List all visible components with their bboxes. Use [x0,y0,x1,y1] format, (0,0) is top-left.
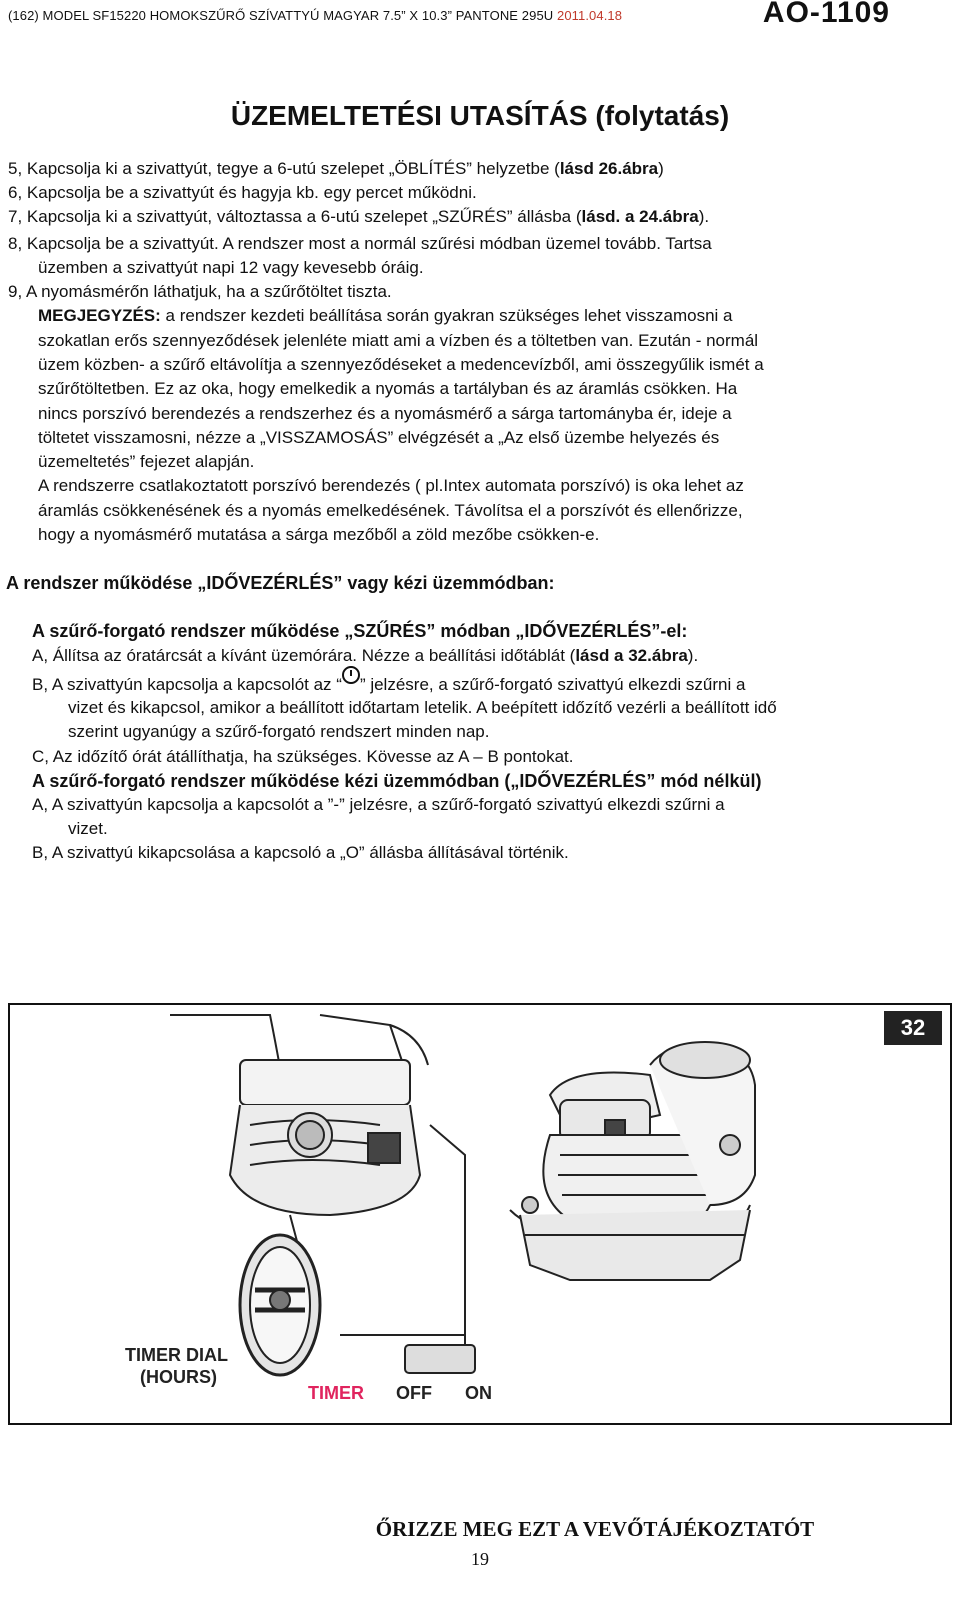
figure-number-badge: 32 [884,1011,942,1045]
step-8-line2: üzemben a szivattyút napi 12 vagy kevesebb óráig. [38,258,424,277]
note-line-2: szokatlan erős szennyeződések jelenléte miatt ami a vízben és a töltetben van. Ezután - normál [38,331,759,350]
on-setting-label: ON [465,1383,492,1403]
timer-dial-hours-label: (HOURS) [140,1367,217,1387]
note-text-1: a rendszer kezdeti beállítása során gyakran szükséges lehet visszamosni a [160,306,733,325]
note-label: MEGJEGYZÉS: [38,306,161,325]
note-line-6: töltetet visszamosni, nézze a „VISSZAMOSÁS” elvégzését a „Az első üzembe helyezés és [38,428,720,447]
figure-32 [8,1003,952,1425]
note-line-8: A rendszerre csatlakoztatott porszívó berendezés ( pl.Intex automata porszívó) is oka lehet az [38,476,744,495]
manual-step-a-line1: A, A szivattyún kapcsolja a kapcsolót a ”-” jelzésre, a szűrő-forgató szivattyú elkezdi szűrni a [32,795,725,814]
timer-step-b-line3: szerint ugyanúgy a szűrő-forgató rendszert minden nap. [68,722,490,741]
note-line-4: szűrőtöltetben. Ez az oka, hogy emelkedik a nyomás a tartályban és az áramlás csökken. Ha [38,379,738,398]
step-7-ref: lásd. a 24.ábra [581,207,699,226]
footer-notice: ŐRIZZE MEG EZT A VEVŐTÁJÉKOZTATÓT [375,1517,815,1541]
timer-step-b-text-end: ” jelzésre, a szűrő-forgató szivattyú elkezdi szűrni a [359,675,746,694]
timer-step-a [32,644,698,668]
header-date: 2011.04.18 [556,8,623,23]
header-model-text: (162) MODEL SF15220 HOMOKSZŰRŐ SZÍVATTYÚ MAGYAR 7.5” X 10.3” PANTONE 295U [8,8,554,23]
off-setting-label: OFF [396,1383,432,1403]
step-7-text: 7, Kapcsolja ki a szivattyút, változtassa a 6-utú szelepet „SZŰRÉS” állásba ( [8,207,582,226]
timer-step-b-text: B, A szivattyún kapcsolja a kapcsolót az “ [32,675,342,694]
timer-step-a-end: ). [687,646,699,665]
section-heading-manual: A szűrő-forgató rendszer működése kézi üzemmódban („IDŐVEZÉRLÉS” mód nélkül) [32,771,762,791]
section-heading-modes: A rendszer működése „IDŐVEZÉRLÉS” vagy kézi üzemmódban: [6,573,555,593]
manual-step-a-line2: vizet. [68,819,108,838]
step-5-ref: lásd 26.ábra [559,159,659,178]
step-9: 9, A nyomásmérőn láthatjuk, ha a szűrőtöltet tiszta. [8,282,392,301]
note-line-5: nincs porszívó berendezés a rendszerhez és a nyomásmérő a sárga tartományba ér, ideje a [38,404,732,423]
timer-step-a-ref: lásd a 32.ábra [575,646,688,665]
timer-setting-label: TIMER [308,1383,364,1403]
timer-step-c: C, Az időzítő órát átállíthatja, ha szükséges. Kövesse az A – B pontokat. [32,747,574,766]
note-line-7: üzemeltetés” fejezet alapján. [38,452,255,471]
note-line-10: hogy a nyomásmérő mutatása a sárga mezőből a zöld mezőbe csökken-e. [38,525,600,544]
step-5 [8,157,664,181]
document-code: AO-1109 [762,0,890,29]
note-line-3: üzem közben- a szűrő eltávolítja a szennyeződéseket a medencevízből, ami összegyűlik ismét a [38,355,764,374]
step-6: 6, Kapcsolja be a szivattyút és hagyja kb. egy percet működni. [8,183,477,202]
step-7 [8,205,709,229]
page-number: 19 [471,1549,489,1569]
step-8-line1: 8, Kapcsolja be a szivattyút. A rendszer most a normál szűrési módban üzemel tovább. Tartsa [8,234,712,253]
page-title: ÜZEMELTETÉSI UTASÍTÁS (folytatás) [230,100,730,131]
timer-step-b-line1 [32,672,745,697]
section-heading-timer: A szűrő-forgató rendszer működése „SZŰRÉS” módban „IDŐVEZÉRLÉS”-el: [32,621,688,641]
step-5-end: ) [658,159,664,178]
step-7-end: ). [698,207,710,226]
timer-dial-label: TIMER DIAL [125,1345,228,1365]
timer-step-a-text: A, Állítsa az óratárcsát a kívánt üzemórára. Nézze a beállítási időtáblát ( [32,646,576,665]
step-5-text: 5, Kapcsolja ki a szivattyút, tegye a 6-utú szelepet „ÖBLÍTÉS” helyzetbe ( [8,159,560,178]
note-line-1 [38,304,733,328]
timer-clock-icon [342,666,360,684]
note-line-9: áramlás csökkenésének és a nyomás emelkedésének. Távolítsa el a porszívót és ellenőrizze, [38,501,743,520]
timer-step-b-line2: vizet és kikapcsol, amikor a beállított időtartam letelik. A beépített időzítő vezérli a beállított idő [68,698,777,717]
header-meta [8,8,622,23]
manual-step-b: B, A szivattyú kikapcsolása a kapcsoló a „O” állásba állításával történik. [32,843,569,862]
